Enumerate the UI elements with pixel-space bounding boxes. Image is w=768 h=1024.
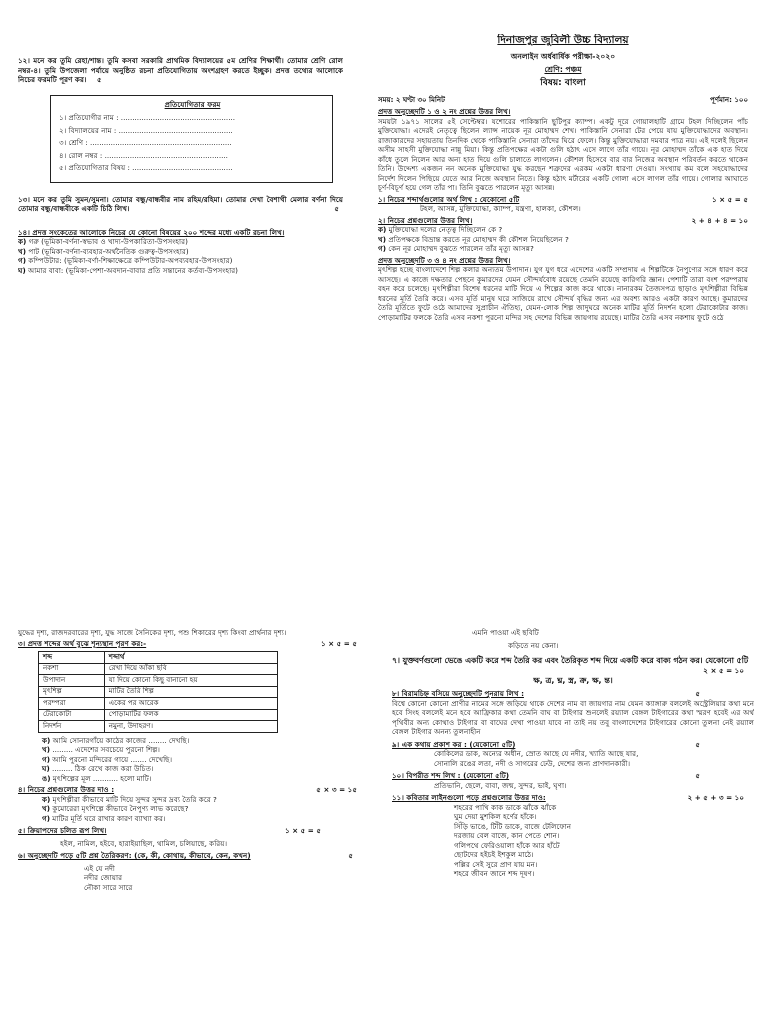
q12-block xyxy=(18,56,343,85)
q3-marks: ১ × ৫ = ৫ xyxy=(320,638,357,648)
poem-continuation xyxy=(392,628,754,650)
poem-line: শহরে জীবন জানে শব্দ দূষণ। xyxy=(454,869,535,879)
table-header: শব্দার্থ xyxy=(104,652,277,664)
form-line-class: ৩। শ্রেণি : .............................................................. xyxy=(59,138,232,147)
q12-marks: ৫ xyxy=(97,75,102,84)
q11-row xyxy=(392,793,754,803)
poem-line: এই যে নদী xyxy=(84,863,115,873)
form-title: প্রতিযোগিতার ফরম xyxy=(164,99,221,109)
q2-marks: ২ + ৪ + ৪ = ১০ xyxy=(691,215,748,225)
q8-paragraph: বিশ্বে কোনো কোনো প্রাণীর নামের সঙ্গে জড়িয়ে থাকে দেশের নাম বা জায়গার নাম যেমন ক্যাঙ্গারু বললেই অস্ট্রেলিয়ার কথা মনে হবে সিংহ বললেই মনে হবে আফ্রিকার কথা তেমনি বাঘ বা টাইগার শুনলেই রয়্যাল বেঙ্গল টাইগারের কথা স্মরণ হবেই এর অর্থ পৃথিবীর অন্য কোথাও টাইগার বা বাঘের দেখা পাওয়া যাবে না তাই নয় তবু বাংলাদেশের টাইগারের কোনো তুলনা নেই রয়্যাল বেঙ্গল টাইগার অনন্য তুলনাহীন xyxy=(392,698,754,737)
q6-row xyxy=(18,851,363,861)
q9-row xyxy=(392,740,754,750)
poem-line: শহরের পাখি কাক ডাকে ঝাঁকে ঝাঁকে xyxy=(454,802,557,812)
table-row: নিদর্শন নমুনা, উদাহরণ। xyxy=(39,721,278,733)
q2-item: ক) মুক্তিযোদ্ধা দলের নেতৃত্ব দিচ্ছিলেন কে ? xyxy=(378,225,503,234)
q9-text: ৯। এক কথায় প্রকাশ কর : (যেকোনো ৫টি) xyxy=(392,739,516,749)
q6-text: ৬। অনুচ্ছেদটি পড়ে ৫টি প্রশ্ন তৈরিকরণ: (কে, কী, কোথায়, কীভাবে, কেন, কখন) xyxy=(18,851,251,860)
q3-row xyxy=(18,639,363,649)
q1-row xyxy=(378,195,748,205)
q10-text: ১০। বিপরীত শব্দ লিখ : (যেকোনো ৫টি) xyxy=(392,771,510,781)
competition-form xyxy=(50,95,333,183)
q10-row xyxy=(392,771,754,781)
q5-row xyxy=(18,826,363,836)
q11-marks: ২ + ৫ + ৩ = ১০ xyxy=(687,793,744,803)
q4-item: গ) মাটির মূর্তি ঘরে রাখার কারণ ব্যাখ্যা কর। xyxy=(42,813,166,823)
q2-item: খ) প্রতিপক্ষকে বিভ্রান্ত করতে নূর মোহাম্মদ কী কৌশল নিয়েছিলেন ? xyxy=(378,234,569,244)
q7-letters: ক্ষ, ত্র, ঘ্ন, স্ত্র, ক্র, ক্ষ, ন্ত। xyxy=(533,675,613,685)
poem-line: পল্লির সেই সুরে প্রাণ যায় মন। xyxy=(454,859,538,869)
passage2-text: মৃৎশিল্প হচ্ছে বাংলাদেশে শিল্প কলার অন্যতম উপাদান। যুগ যুগ ধরে এদেশের একটি সম্প্রদায় এ শিল্পটিকে নৈপুণ্যের সঙ্গে ধারণ করে আসছে। এ কাজে দক্ষতার পেছনে কুমারদের যেমন সৌন্দর্যবোধ রয়েছে তেমনি রয়েছে কারিগরি জ্ঞান। পেশাটি তারা বংশ পরম্পরায় বহন করে চলেছে। মৃৎশিল্পীরা বিশেষ ধরনের মাটি দিয়ে এ শিল্পের কাজ করে থাকে। নানারকম তৈজসপত্র ছাড়াও মৃৎশিল্পীরা বিভিন্ন ধরনের মূর্তি তৈরি করে। এসব মূর্তি মানুষ ঘরে সাজিয়ে রাখে সৌন্দর্য বৃদ্ধির জন্য এর অবশ্য আরও একটা কারণ আছে। কুমারদের তৈরি মূর্তিতে ফুটে ওঠে আমাদের সুপ্রাচীন ঐতিহ্য, যেমন-লোক শিল্প জাদুঘরে অনেক মাটির মূর্তি নিদর্শন হলো টেরাকোটার কাজ। পোড়ামাটির ফলকে তৈরি এসব নকশা পুরনো মন্দির সহ দেশের বিভিন্ন জায়গায় রয়েছে। মাটির তৈরি এসব নকশায় ফুটে ওঠে xyxy=(378,265,748,322)
q14-item: খ) পাট (ভূমিকা-বর্ণনা-ব্যবহার-অর্থনৈতিক গুরুত্ব-উপসংহার) xyxy=(18,246,189,256)
time-marks-row xyxy=(378,96,748,105)
q8-marks: ৫ xyxy=(695,689,700,699)
q12-text: ১২। মনে কর তুমি রেহা/শান্ত। তুমি কসবা সরকারি প্রাথমিক বিদ্যালয়ের ৫ম শ্রেণির শিক্ষার্থী। তোমার শ্রেণি রোল নম্বর-৪। তুমি উপজেলা পর্যায়ে অনুষ্ঠিত রচনা প্রতিযোগিতায় অংশগ্রহণ করতে ইচ্ছুক। প্রদত্ত তথ্যের আলোকে নিচের ফরমটি পূরণ কর। xyxy=(18,56,343,84)
q7-marks: ২ × ৫ = ১০ xyxy=(703,666,744,676)
table-header-row xyxy=(39,652,278,664)
q9-line: কোকিলের ডাক, অন্যের অধীন, স্রোত আছে যে নদীর, খ্যাতি আছে যার, xyxy=(434,749,639,759)
q7-text: ৭। যুক্তবর্ণগুলো ভেঙে একটি করে শব্দ তৈরি কর এবং তৈরিকৃত শব্দ দিয়ে একটি করে বাক্য গঠন কর। যেকোনো ৫টি xyxy=(392,656,749,665)
q4-marks: ৫ × ৩ = ১৫ xyxy=(316,785,357,794)
q4-item: খ) কুমোরেরা মৃৎশিল্পে কীভাবে নৈপুণ্য লাভ করেছে? xyxy=(42,804,189,813)
q8-row xyxy=(392,689,754,699)
form-line-subject: ৫। প্রতিযোগিতার বিষয় : ............................................ xyxy=(59,163,233,172)
top-left-column xyxy=(18,34,343,594)
school-name: দিনাজপুর জুবিলী উচ্চ বিদ্যালয় xyxy=(497,34,629,46)
table-row: টেরাকোটা পোড়ামাটির ফলক xyxy=(39,709,278,721)
exam-name: অনলাইন অর্ধবার্ষিক পরীক্ষা-২০২০ xyxy=(510,51,616,61)
q13-block xyxy=(18,195,343,214)
poem-line: কড়িতে নয় কেনা। xyxy=(508,640,559,650)
q5-words: হইল, নামিল, হইবে, হারাইয়াছিল, থামিল, চলিয়াছে, করিয়। xyxy=(60,838,228,848)
q10-marks: ৫ xyxy=(695,771,700,781)
q3-item: ঘ) ......... ঠিক রেখে কাজ করা উচিত। xyxy=(42,764,154,773)
form-line-school: ২। বিদ্যালয়ের নাম : .................................................. xyxy=(59,125,233,135)
form-line-roll: ৪। রোল নম্বর : ...................................................... xyxy=(59,150,228,160)
full-marks-label: পূর্ণমান: ১০০ xyxy=(710,95,748,104)
q11-poem xyxy=(392,803,754,879)
table-row: পরম্পরা একের পর আরেক xyxy=(39,698,278,710)
q3-item: ঙ) মৃৎশিল্পের মূল ........... হলো মাটি। xyxy=(42,773,152,783)
q5-marks: ১ × ৫ = ৫ xyxy=(284,826,321,835)
q11-text: ১১। কবিতার লাইনগুলো পড়ে প্রশ্নগুলোর উত্তর দাও: xyxy=(392,793,546,803)
word-meaning-table xyxy=(38,651,278,733)
q5-text: ৫। ক্রিয়াপদের চলিত রূপ লিখ। xyxy=(18,826,107,835)
q14-item: ঘ) আমার বাবা: (ভূমিকা-পেশা-অবদান-বাবার প্রতি সন্তানের কর্তব্য-উপসংহার) xyxy=(18,265,238,275)
poem-line: গলিপথে ফেরিওয়ালা হাঁকে আর হাঁটে xyxy=(454,840,560,850)
q13-text: ১৩। মনে কর তুমি সুমন/সুমনা। তোমার বন্ধু/বান্ধবীর নাম রহিম/রহিমা। তোমার দেখা বৈশাখী মেলার বর্ণনা দিয়ে তোমার বন্ধু/বান্ধবীকে একটি চিঠি লিখ। xyxy=(18,194,343,213)
poem-line: ঘুম দেয়া মুশকিল হর্ণের হাঁকে। xyxy=(454,812,537,822)
q4-text: ৪। নিচের প্রশ্নগুলোর উত্তর দাও : xyxy=(18,785,115,794)
q2-item: গ) কেন নূর মোহাম্মদ বুঝতে পারলেন তাঁর মৃত্যু আসন্ন? xyxy=(378,244,534,253)
top-right-column xyxy=(378,34,748,594)
form-line-name: ১। প্রতিযোগীর নাম : .................................................. xyxy=(59,113,236,122)
q4-item: ক) মৃৎশিল্পীরা কীভাবে মাটি দিয়ে সুন্দর সুন্দর দ্রব্য তৈরি করে ? xyxy=(42,794,217,804)
passage2-continuation: যুদ্ধের দৃশ্য, রাজদরবারের দৃশ্য, যুদ্ধ সাজে সৈনিকের দৃশ্য, পশু শিকারের দৃশ্য কিংবা প্রার্থনার দৃশ্য। xyxy=(18,628,287,637)
poem-line: নদীর জোয়ার xyxy=(84,873,123,882)
poem-line: ছোটদের হইচই ইশকুল মাঠে। xyxy=(454,850,534,860)
passage1-text: সময়টা ১৯৭১ সালের ৫ই সেপ্টেম্বর। যশোরের পাকিস্তানি ছুটিপুর ক্যাম্প। একটু দূরে গোয়ালহাটি গ্রামে টহল দিচ্ছিলেন পাঁচ মুক্তিযোদ্ধা। এদেরই নেতৃত্বে ছিলেন ল্যান্স নায়েক নূর মোহাম্মদ শেখ। পাকিস্তানি সেনারা টের পেয়ে যায় মুক্তিযোদ্ধাদের অবস্থান। রাজাকারদের সহায়তায় তিনদিক থেকে পাকিস্তানি সেনারা তাঁদের ঘিরে ফেলে। কিন্তু মুক্তিযোদ্ধারা দমবার পাত্র নয়। এই দলেই ছিলেন অসীম সাহসী মুক্তিযোদ্ধা নান্নু মিয়া। কিন্তু প্রতিপক্ষের একটা গুলি হঠাৎ এসে লাগে তাঁর গায়ে। নূর মোহাম্মদ তাঁকে এক হাত দিয়ে কাঁধে তুলে নিলেন আর অন্য হাত দিয়ে গুলি চালাতে লাগলেন। কৌশল হিসেবে বার বার নিজের অবস্থান পরিবর্তন করতে থাকেন তিনি। উদ্দেশ্য একজন নন অনেক মুক্তিযোদ্ধা যুদ্ধ করছেন শত্রুদের এরকম একটা ধারণা দেওয়া। সংখ্যায় কম বলে সহযোদ্ধাদের নির্দেশ দিলেন পিছিয়ে যেতে আর নিজে অবস্থান নিতে। কিন্তু হঠাৎ মর্টারের একটি গোলা এসে লাগল তাঁর গায়ে। গোলার আঘাতে চূর্ণ-বিচূর্ণ হয়ে গেল তাঁর পা। তিনি বুঝতে পারলেন মৃত্যু আসন্ন। xyxy=(378,116,748,192)
q14-text: ১৪। প্রদত্ত সংকেতের আলোকে নিচের যে কোনো বিষয়ের ২০০ শব্দের মধ্যে একটি রচনা লিখ। xyxy=(18,227,285,237)
class-label: শ্রেণি: পঞ্চম xyxy=(544,64,582,74)
time-label: সময়: ২ ঘণ্টা ৩০ মিনিট xyxy=(378,95,445,104)
q14-item: ক) গরু (ভূমিকা-বর্ণনা-স্বভাব ও খাদ্য-উপকারিতা-উপসংহার) xyxy=(18,237,188,246)
q6-poem xyxy=(18,864,363,893)
q1-words: টহল, আসন্ন, মুক্তিযোদ্ধা, ক্যাম্প, যন্ত্রণা, হালকা, কৌশল। xyxy=(420,204,581,213)
table-row: উপাদান যা দিয়ে কোনো কিছু বানানো হয় xyxy=(39,675,278,687)
q1-text: ১। নিচের শব্দার্থগুলোর অর্থ লিখ : যেকোনো ৫টি xyxy=(378,194,520,204)
bottom-left-column xyxy=(18,628,363,1024)
poem-line: এমনি পাওয়া এই ছবিটি xyxy=(472,628,539,637)
q1-marks: ১ × ৫ = ৫ xyxy=(711,194,748,204)
table-row: নকশা রেখা দিয়ে আঁকা ছবি xyxy=(39,663,278,675)
poem-line: নৌকা সারে সারে xyxy=(84,882,133,892)
subject-label: বিষয়: বাংলা xyxy=(540,77,586,88)
q9-line: সোনালি রঙের লতা, নদী ও সাগরের ঢেউ, দেশের জন্য প্রাণদানকারী। xyxy=(434,758,631,768)
table-header: শব্দ xyxy=(39,652,105,664)
q6-marks: ৫ xyxy=(348,851,353,860)
q3-item: খ) ......... এদেশের সবচেয়ে পুরনো শিল্প। xyxy=(42,745,160,754)
bottom-right-column xyxy=(392,628,754,1024)
q2-text: ২। নিচের প্রশ্নগুলোর উত্তর লিখ। xyxy=(378,215,473,225)
q3-text: ৩। প্রদত্ত শব্দের অর্থ বুঝে শূন্যস্থান পূরণ কর:- xyxy=(18,638,147,648)
q3-item: গ) আমি পুরনো মন্দিরের গায়ে ....... দেখেছি। xyxy=(42,754,173,764)
q14-item: গ) কম্পিউটার: (ভূমিকা-বর্ণা-শিক্ষাক্ষেত্রে কম্পিউটার-অপব্যবহার-উপসংহার) xyxy=(18,256,233,265)
q2-row xyxy=(378,216,748,226)
q4-row xyxy=(18,785,363,795)
q13-marks: ৫ xyxy=(334,204,339,213)
poem-line: দরজায় বেল বাজে, কান পেতে শোন। xyxy=(454,831,560,841)
q10-words: প্রতিভানি, ছেলে, বাবা, জন্ম, সুন্দর, ভাই, ঘৃণা। xyxy=(434,780,567,790)
poem-line: সিঁড়ি ভাঙে, টিঁটি ডাকে, বাজে টেলিফোন xyxy=(454,821,571,831)
passage1-heading: প্রদত্ত অনুচ্ছেদটি ১ ও ২ নং প্রশ্নের উত্তর লিখ। xyxy=(378,107,511,116)
q8-text: ৮। বিরামচিহ্ন বসিয়ে অনুচ্ছেদটি পুনরায় লিখ : xyxy=(392,689,524,699)
table-row: মৃৎশিল্প মাটির তৈরি শিল্প xyxy=(39,686,278,698)
q9-marks: ৫ xyxy=(695,739,700,749)
passage2-heading: প্রদত্ত অনুচ্ছেদটি ৩ ও ৪ নং প্রশ্নের উত্তর লিখ। xyxy=(378,255,511,265)
q3-item: ক) আমি সোনারগাঁয়ে কাঠের কাজের ........ দেখছি। xyxy=(42,735,190,745)
